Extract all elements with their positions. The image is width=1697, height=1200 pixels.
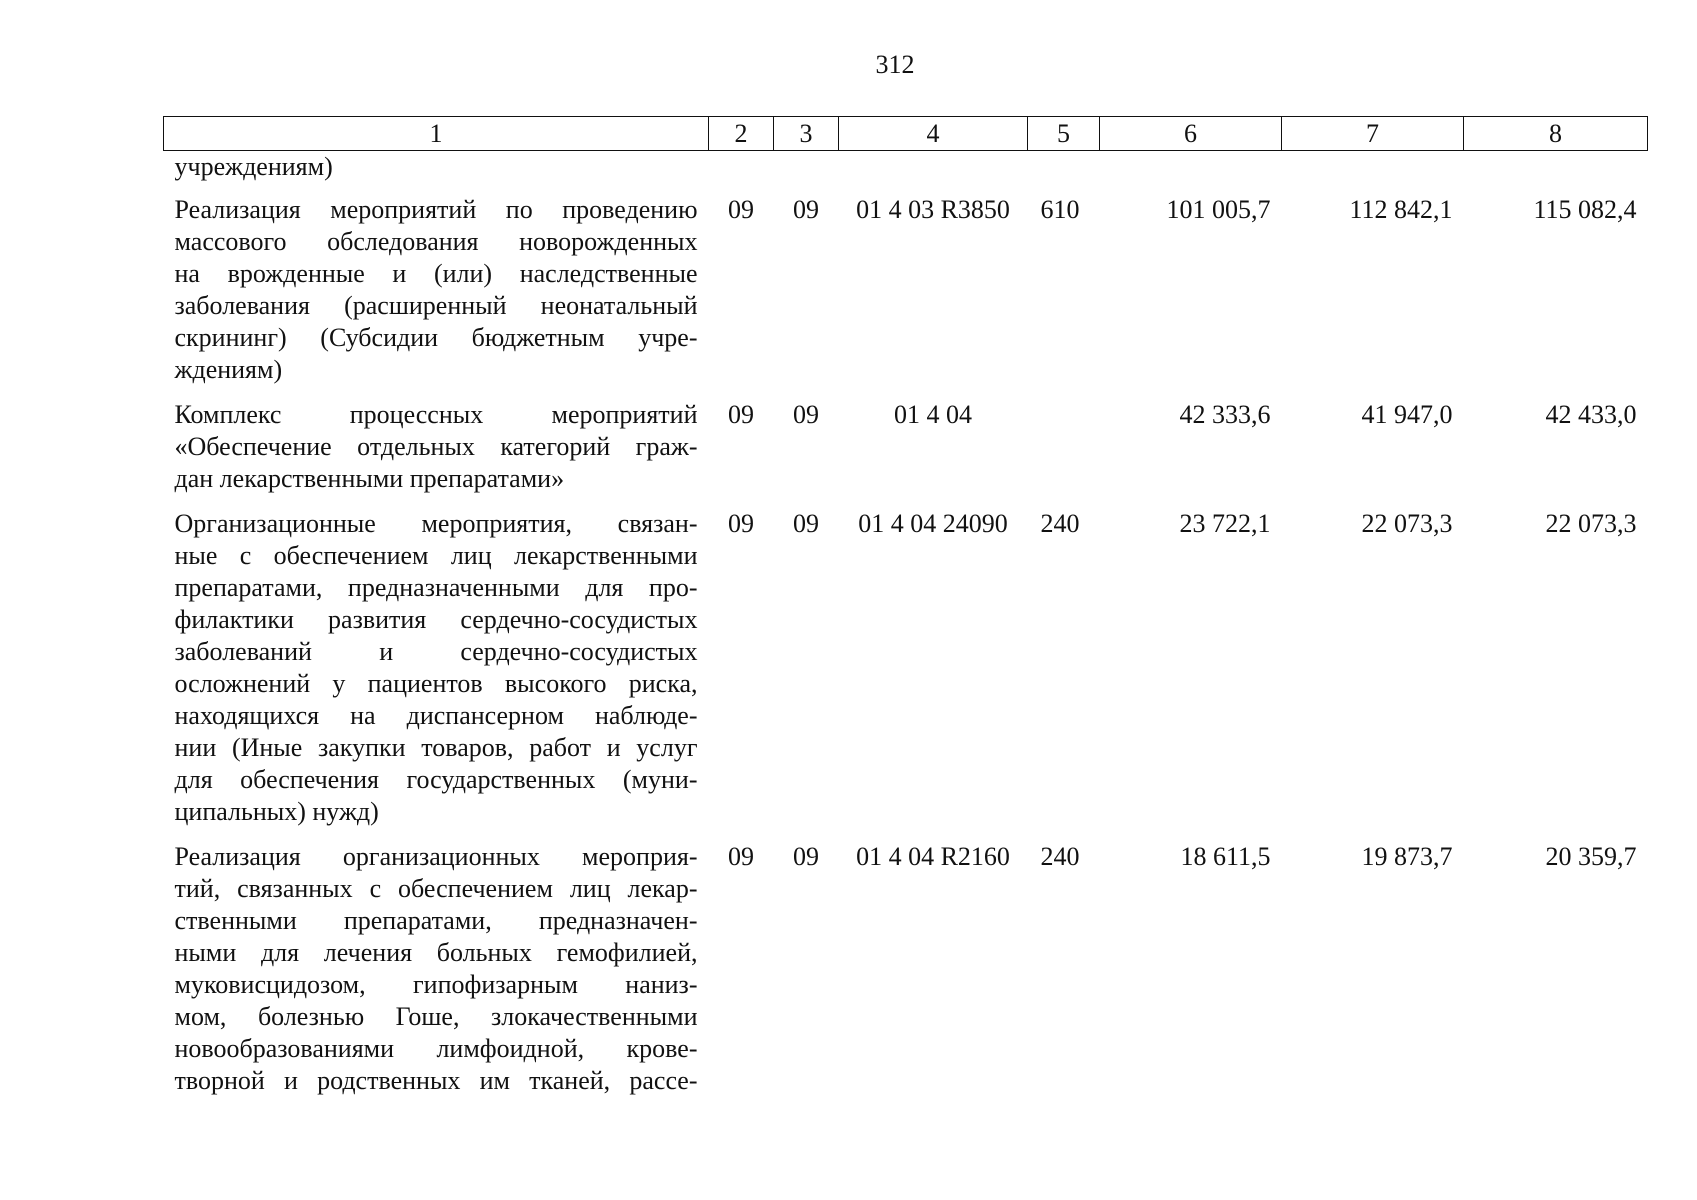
description-line: муковисцидозом, гипофизарным наниз- bbox=[174, 970, 698, 999]
amount-col-7: 22 073,3 bbox=[1361, 509, 1453, 538]
amount-col-8: 22 073,3 bbox=[1545, 509, 1637, 538]
expense-type-code bbox=[1028, 151, 1100, 192]
target-article-code: 01 4 04 bbox=[894, 400, 972, 429]
amount-col-6: 23 722,1 bbox=[1179, 509, 1271, 538]
budget-table bbox=[163, 116, 1648, 1107]
description-line: филактики развития сердечно-сосудистых bbox=[174, 605, 698, 634]
amount-col-8: 115 082,4 bbox=[1533, 195, 1637, 224]
description-line: новообразованиями лимфоидной, крове- bbox=[174, 1034, 698, 1063]
column-header: 7 bbox=[1282, 117, 1464, 151]
row-description bbox=[164, 191, 709, 396]
description-line: нии (Иные закупки товаров, работ и услуг bbox=[174, 733, 698, 762]
row-description bbox=[164, 838, 709, 1107]
description-line: препаратами, предназначенными для про- bbox=[174, 573, 698, 602]
subsection-code: 09 bbox=[793, 195, 819, 224]
target-article-code: 01 4 04 24090 bbox=[858, 509, 1008, 538]
table-row bbox=[164, 505, 1648, 838]
amount-col-7: 41 947,0 bbox=[1361, 400, 1453, 429]
description-line: Реализация мероприятий по проведению bbox=[174, 195, 698, 224]
section-code: 09 bbox=[728, 400, 754, 429]
column-header: 8 bbox=[1464, 117, 1648, 151]
amount-col-6 bbox=[1100, 151, 1282, 192]
subsection-code bbox=[774, 151, 839, 192]
description-line: Реализация организационных мероприя- bbox=[174, 842, 698, 871]
description-line: для обеспечения государственных (муни- bbox=[174, 765, 698, 794]
target-article-code: 01 4 03 R3850 bbox=[856, 195, 1010, 224]
expense-type-code: 240 bbox=[1040, 842, 1080, 871]
description-line: заболевания (расширенный неонатальный bbox=[174, 291, 698, 320]
table-row bbox=[164, 151, 1648, 192]
section-code bbox=[709, 151, 774, 192]
table-header-row bbox=[164, 117, 1648, 151]
column-header: 5 bbox=[1028, 117, 1100, 151]
amount-col-8: 20 359,7 bbox=[1545, 842, 1637, 871]
table-row bbox=[164, 396, 1648, 505]
column-header: 2 bbox=[709, 117, 774, 151]
description-line: Организационные мероприятия, связан- bbox=[174, 509, 698, 538]
expense-type-code: 610 bbox=[1040, 195, 1080, 224]
subsection-code: 09 bbox=[793, 400, 819, 429]
section-code: 09 bbox=[728, 509, 754, 538]
description-line: тий, связанных с обеспечением лиц лекар- bbox=[174, 874, 698, 903]
description-line: ственными препаратами, предназначен- bbox=[174, 906, 698, 935]
amount-col-6: 18 611,5 bbox=[1180, 842, 1271, 871]
description-line: находящихся на диспансерном наблюде- bbox=[174, 701, 698, 730]
target-article-code bbox=[839, 151, 1028, 192]
expense-type-code bbox=[1028, 396, 1100, 505]
column-header: 4 bbox=[839, 117, 1028, 151]
description-line: Комплекс процессных мероприятий bbox=[174, 400, 698, 429]
amount-col-8: 42 433,0 bbox=[1545, 400, 1637, 429]
expense-type-code: 240 bbox=[1040, 509, 1080, 538]
description-line: учреждениям) bbox=[174, 152, 333, 181]
subsection-code: 09 bbox=[793, 509, 819, 538]
table-row bbox=[164, 838, 1648, 1107]
description-line: творной и родственных им тканей, рассе- bbox=[174, 1066, 698, 1095]
page-number: 312 bbox=[875, 50, 915, 79]
amount-col-7: 19 873,7 bbox=[1361, 842, 1453, 871]
description-line: «Обеспечение отдельных категорий граж- bbox=[174, 432, 698, 461]
description-line: осложнений у пациентов высокого риска, bbox=[174, 669, 698, 698]
description-line: дан лекарственными препаратами» bbox=[174, 464, 565, 493]
subsection-code: 09 bbox=[793, 842, 819, 871]
table-row bbox=[164, 191, 1648, 396]
row-description bbox=[164, 151, 709, 192]
amount-col-6: 42 333,6 bbox=[1179, 400, 1271, 429]
description-line: скрининг) (Субсидии бюджетным учре- bbox=[174, 323, 698, 352]
description-line: мом, болезнью Гоше, злокачественными bbox=[174, 1002, 698, 1031]
description-line: ципальных) нужд) bbox=[174, 797, 379, 826]
description-line: ждениям) bbox=[174, 355, 283, 384]
section-code: 09 bbox=[728, 842, 754, 871]
description-line: на врожденные и (или) наследственные bbox=[174, 259, 698, 288]
description-line: ные с обеспечением лиц лекарственными bbox=[174, 541, 698, 570]
amount-col-8 bbox=[1464, 151, 1648, 192]
row-description bbox=[164, 396, 709, 505]
amount-col-6: 101 005,7 bbox=[1166, 195, 1271, 224]
row-description bbox=[164, 505, 709, 838]
amount-col-7: 112 842,1 bbox=[1349, 195, 1453, 224]
column-header: 1 bbox=[164, 117, 709, 151]
description-line: заболеваний и сердечно-сосудистых bbox=[174, 637, 698, 666]
column-header: 6 bbox=[1100, 117, 1282, 151]
column-header: 3 bbox=[774, 117, 839, 151]
description-line: ными для лечения больных гемофилией, bbox=[174, 938, 698, 967]
description-line: массового обследования новорожденных bbox=[174, 227, 698, 256]
section-code: 09 bbox=[728, 195, 754, 224]
amount-col-7 bbox=[1282, 151, 1464, 192]
target-article-code: 01 4 04 R2160 bbox=[856, 842, 1010, 871]
